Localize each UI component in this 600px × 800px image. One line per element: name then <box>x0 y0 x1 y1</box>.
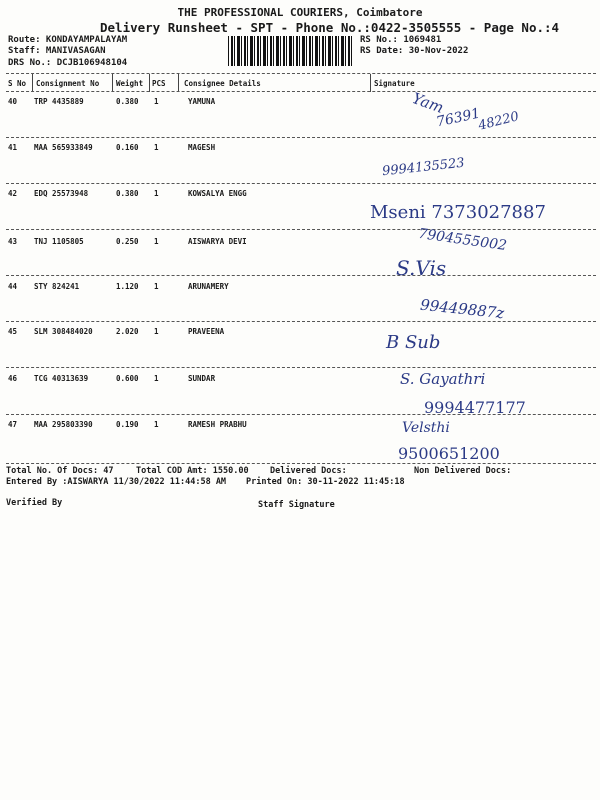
handwritten-signature: 7904555002 <box>417 225 508 255</box>
rs-number: RS No.: 1069481 <box>360 35 442 45</box>
row-weight: 0.190 <box>116 420 139 429</box>
total-docs: Total No. Of Docs: 47 <box>6 466 114 476</box>
row-sno: 42 <box>8 189 18 198</box>
handwritten-signature: 9994477177 <box>424 398 526 417</box>
handwritten-signature: S. Gayathri <box>400 370 486 388</box>
handwritten-signature: 9994135523 <box>381 155 466 180</box>
table-bottom-rule <box>6 463 596 464</box>
total-cod: Total COD Amt: 1550.00 <box>136 466 249 476</box>
col-consignee: Consignee Details <box>184 79 261 88</box>
row-rule <box>6 183 596 184</box>
col-divider <box>370 74 371 92</box>
row-pcs: 1 <box>154 143 159 152</box>
handwritten-signature: B Sub <box>386 332 441 353</box>
row-weight: 0.160 <box>116 143 139 152</box>
row-weight: 0.380 <box>116 97 139 106</box>
verified-by: Verified By <box>6 498 63 508</box>
col-divider <box>178 74 179 92</box>
handwritten-signature: 99449887z <box>419 295 505 323</box>
row-consignee: YAMUNA <box>188 97 216 106</box>
row-weight: 0.250 <box>116 237 139 246</box>
row-consignee: SUNDAR <box>188 374 216 383</box>
row-consignment: MAA 565933849 <box>34 143 93 152</box>
row-consignment: TCG 40313639 <box>34 374 89 383</box>
col-sno: S No <box>8 79 27 88</box>
row-sno: 45 <box>8 327 18 336</box>
row-pcs: 1 <box>154 189 159 198</box>
entered-by: Entered By :AISWARYA 11/30/2022 11:44:58 AM <box>6 477 227 487</box>
row-consignee: MAGESH <box>188 143 216 152</box>
row-consignment: TRP 4435889 <box>34 97 84 106</box>
row-sno: 40 <box>8 97 18 106</box>
table-header <box>6 77 596 91</box>
row-weight: 1.120 <box>116 282 139 291</box>
row-sno: 46 <box>8 374 18 383</box>
handwritten-signature: Velsthi <box>402 420 450 436</box>
row-consignee: KOWSALYA ENGG <box>188 189 247 198</box>
row-consignment: STY 824241 <box>34 282 80 291</box>
row-consignment: EDQ 25573948 <box>34 189 89 198</box>
row-consignee: ARUNAMERY <box>188 282 229 291</box>
handwritten-signature: 76391 <box>434 105 482 131</box>
table-top-rule <box>6 73 596 74</box>
row-consignee: RAMESH PRABHU <box>188 420 247 429</box>
staff-signature: Staff Signature <box>258 500 335 510</box>
row-rule <box>6 137 596 138</box>
row-sno: 44 <box>8 282 18 291</box>
handwritten-signature: Yam <box>409 89 447 117</box>
row-sno: 47 <box>8 420 18 429</box>
row-rule <box>6 229 596 230</box>
handwritten-signature: 9500651200 <box>398 444 500 463</box>
row-pcs: 1 <box>154 327 159 336</box>
row-pcs: 1 <box>154 237 159 246</box>
staff-label: Staff: MANIVASAGAN <box>8 46 106 56</box>
row-rule <box>6 275 596 276</box>
col-divider <box>32 74 33 92</box>
non-delivered-docs: Non Delivered Docs: <box>414 466 512 476</box>
printed-on: Printed On: 30-11-2022 11:45:18 <box>246 477 405 487</box>
row-weight: 0.600 <box>116 374 139 383</box>
col-divider <box>149 74 150 92</box>
row-pcs: 1 <box>154 97 159 106</box>
row-pcs: 1 <box>154 282 159 291</box>
row-consignment: SLM 308484020 <box>34 327 93 336</box>
col-divider <box>112 74 113 92</box>
header-rule <box>6 91 596 92</box>
row-consignee: PRAVEENA <box>188 327 225 336</box>
drs-number: DRS No.: DCJB106948104 <box>8 58 128 68</box>
handwritten-signature: 48220 <box>476 109 521 134</box>
route-label: Route: KONDAYAMPALAYAM <box>8 35 128 45</box>
row-consignment: TNJ 1105805 <box>34 237 84 246</box>
row-weight: 2.020 <box>116 327 139 336</box>
col-consignment: Consignment No <box>36 79 100 88</box>
company-title: THE PROFESSIONAL COURIERS, Coimbatore <box>177 6 423 19</box>
row-sno: 41 <box>8 143 18 152</box>
row-pcs: 1 <box>154 374 159 383</box>
col-signature: Signature <box>374 79 415 88</box>
runsheet-subtitle: Delivery Runsheet - SPT - Phone No.:0422-3505555 - Page No.:4 <box>100 20 560 35</box>
col-weight: Weight <box>116 79 144 88</box>
row-pcs: 1 <box>154 420 159 429</box>
row-sno: 43 <box>8 237 18 246</box>
col-pcs: PCS <box>152 79 166 88</box>
row-weight: 0.380 <box>116 189 139 198</box>
barcode <box>228 36 354 66</box>
row-consignee: AISWARYA DEVI <box>188 237 247 246</box>
row-rule <box>6 321 596 322</box>
delivered-docs: Delivered Docs: <box>270 466 347 476</box>
handwritten-signature: S.Vis <box>396 256 447 280</box>
rs-date: RS Date: 30-Nov-2022 <box>360 46 469 56</box>
row-rule <box>6 367 596 368</box>
row-consignment: MAA 295803390 <box>34 420 93 429</box>
handwritten-signature: Mseni 7373027887 <box>370 202 546 223</box>
